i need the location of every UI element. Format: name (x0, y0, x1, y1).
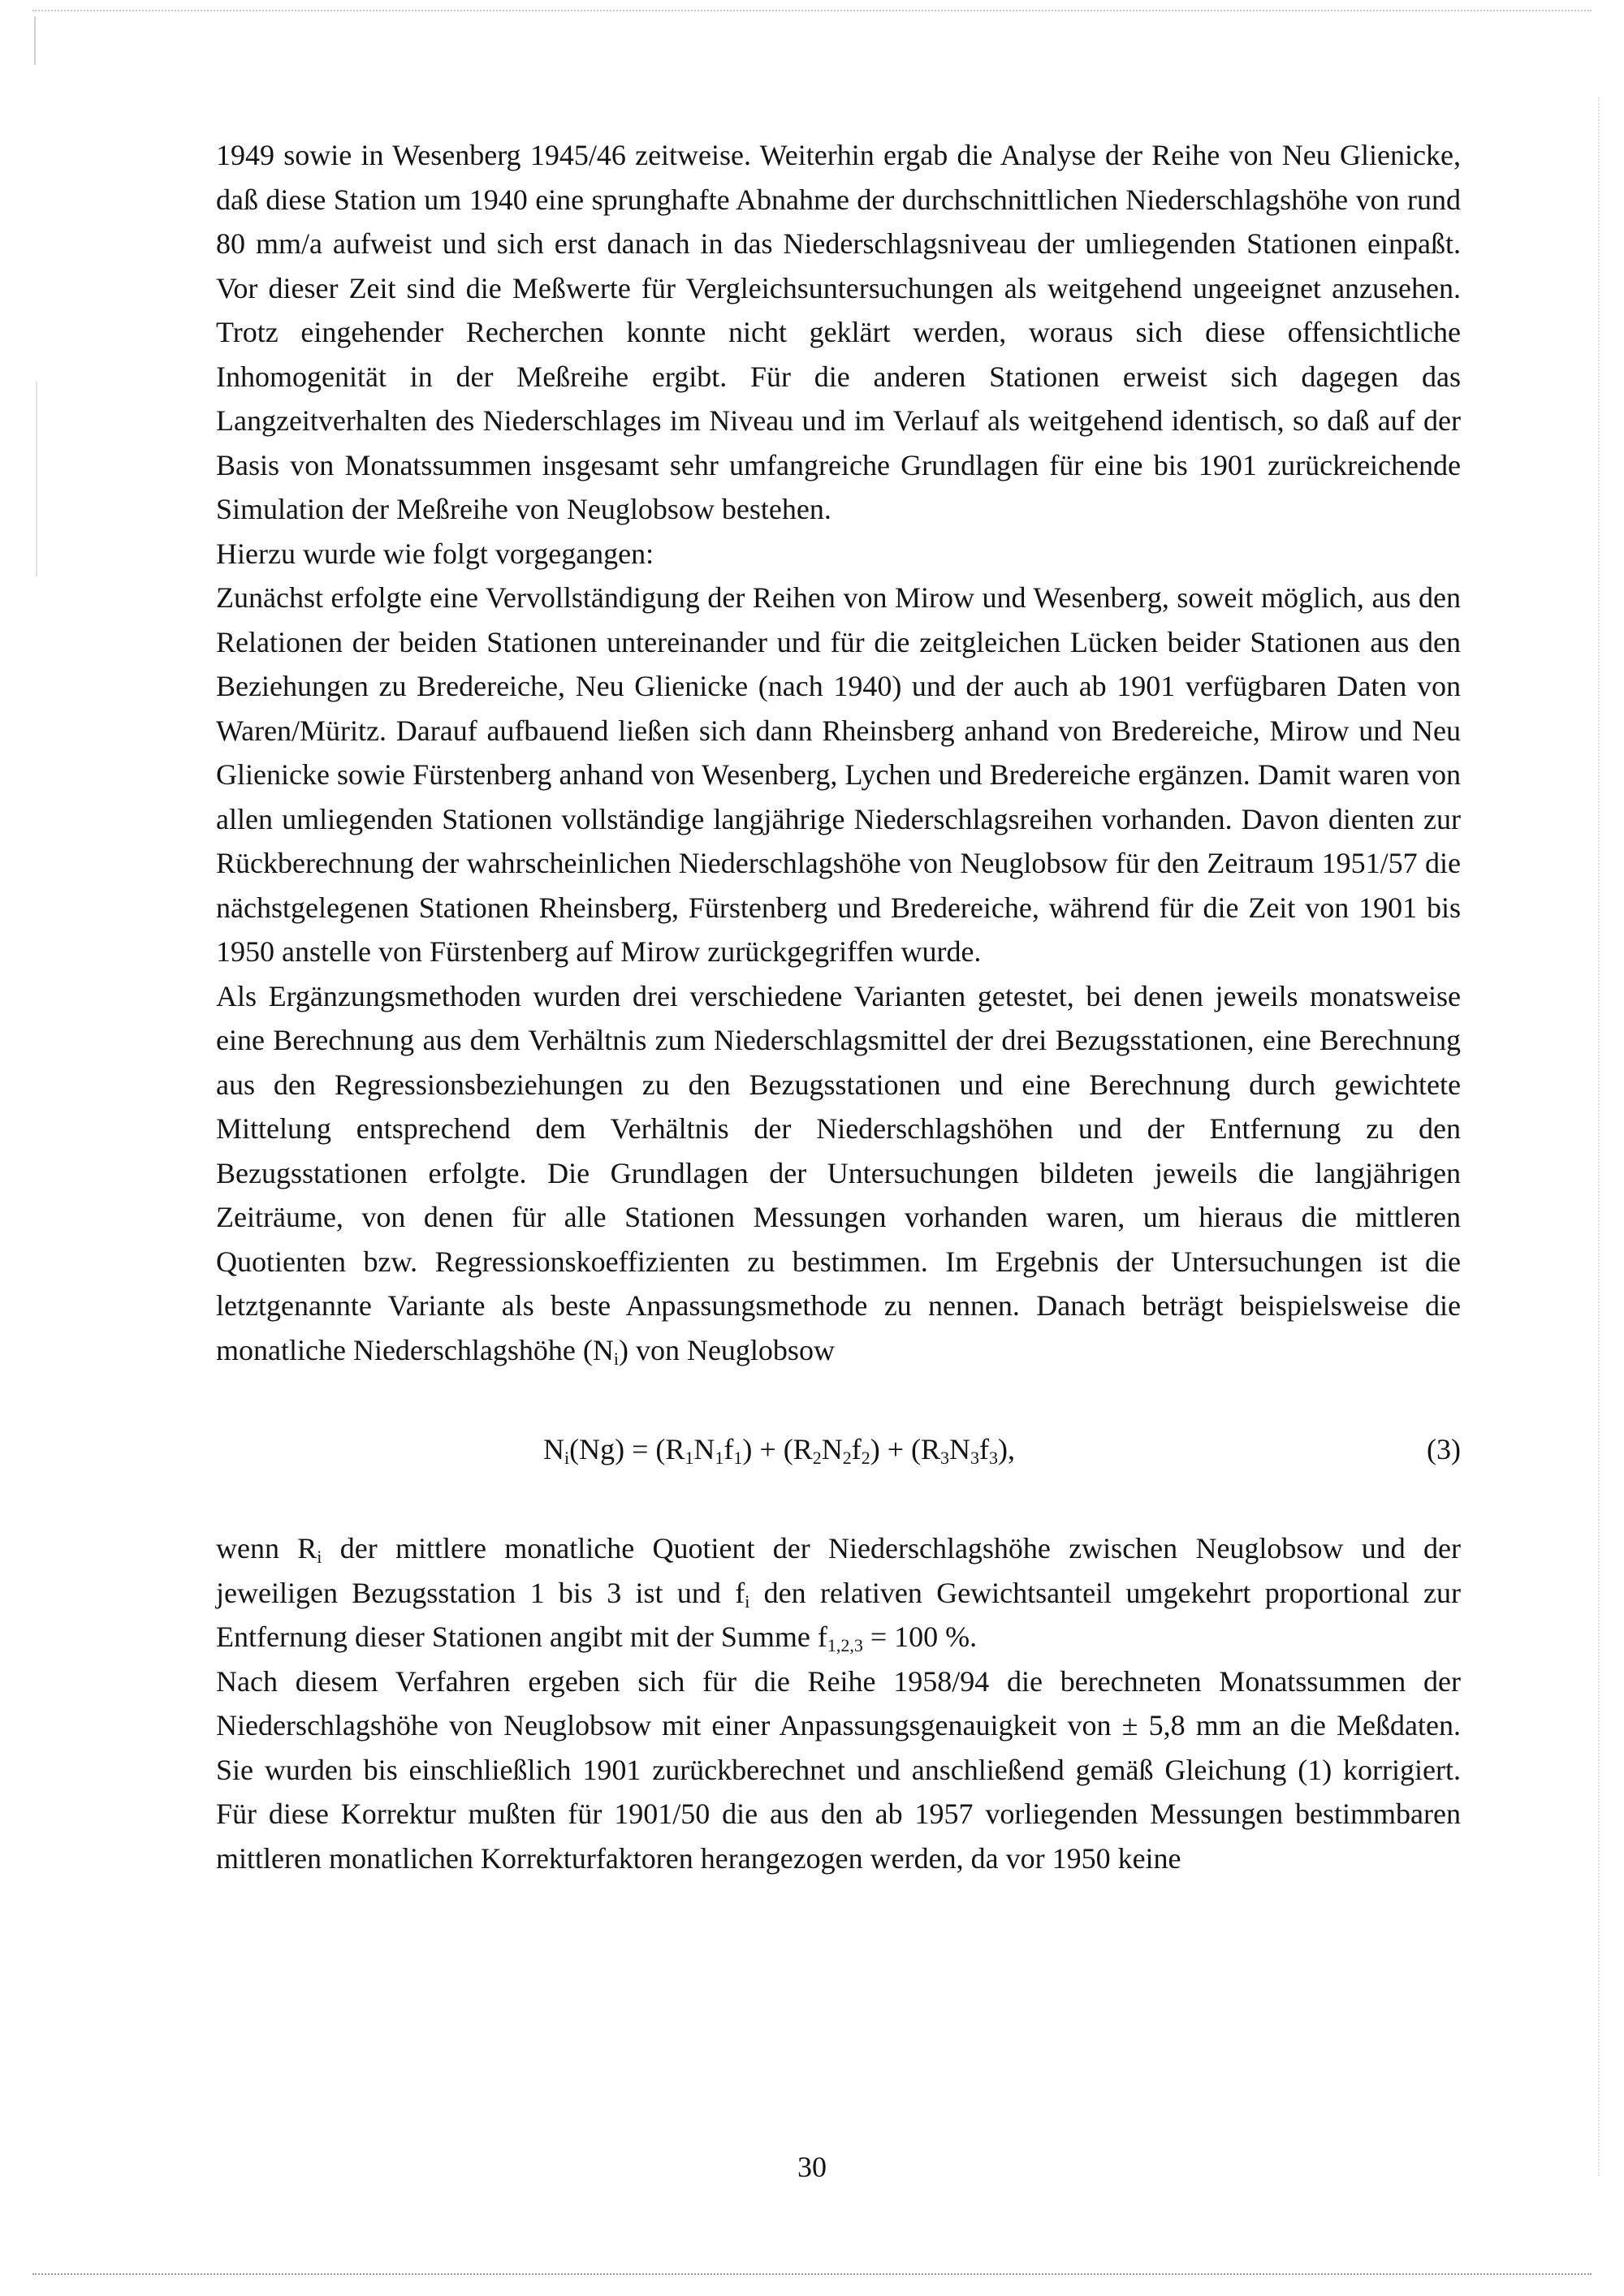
equation-row (216, 1427, 1461, 1471)
eq-r1: 1 (685, 1448, 694, 1468)
page-number: 30 (797, 2151, 827, 2183)
paragraph-2: Hierzu wurde wie folgt vorgegangen: (216, 537, 654, 570)
scan-edge-left-lower (36, 382, 37, 576)
paragraph-1: 1949 sowie in Wesenberg 1945/46 zeitweise. Weiterhin ergab die Analyse der Reihe von Neu Glienicke, daß diese Station um 1940 eine sprunghafte Abnahme der durchschnittlichen Niederschlagshöhe von rund 80 mm/a aufweist und sich erst danach in das Niederschlagsniveau der umliegenden Stationen einpaßt. Vor dieser Zeit sind die Meßwerte für Vergleichsuntersuchungen als weitgehend ungeeignet anzusehen. Trotz eingehender Recherchen konnte nicht geklärt werden, woraus sich diese offensichtliche Inhomogenität in der Meßreihe ergibt. Für die anderen Stationen erweist sich dagegen das Langzeitverhalten des Niederschlages im Niveau und im Verlauf als weitgehend identisch, so daß auf der Basis von Monatssummen insgesamt sehr umfangreiche Grundlagen für eine bis 1901 zurückreichende Simulation der Meßreihe von Neuglobsow bestehen. (216, 139, 1461, 525)
paragraph-4-subscript: i (613, 1348, 619, 1369)
scan-edge-bottom (32, 2273, 1592, 2275)
paragraph-5-a: wenn R (216, 1532, 317, 1564)
eq-f-b: f (851, 1433, 862, 1465)
eq-n-c: N (949, 1433, 970, 1465)
eq-n1: 1 (715, 1448, 724, 1468)
paragraph-5-sub-sum: 1,2,3 (827, 1635, 863, 1655)
paragraph-5-b: der mittlere monatliche Quotient der Niederschlagshöhe zwischen Neuglobsow und der jeweiligen Bezugsstation 1 bis 3 ist und f (216, 1532, 1461, 1609)
paragraph-5-c: den relativen Gewichtsanteil umgekehrt proportional zur Entfernung dieser Stationen angibt mit der Summe f (216, 1576, 1461, 1653)
paragraph-4-text: Als Ergänzungsmethoden wurden drei verschiedene Varianten getestet, bei denen jeweils monatsweise eine Berechnung aus dem Verhältnis zum Niederschlagsmittel der drei Bezugsstationen, eine Berechnung aus den Regressionsbeziehungen zu den Bezugsstationen und eine Berechnung durch gewichtete Mittelung entsprechend dem Verhältnis der Niederschlagshöhen und der Entfernung zu den Bezugsstationen erfolgte. Die Grundlagen der Untersuchungen bildeten jeweils die langjährigen Zeiträume, von denen für alle Stationen Messungen vorhanden waren, um hieraus die mittleren Quotienten bzw. Regressionskoeffizienten zu bestimmen. Im Ergebnis der Untersuchungen ist die letztgenannte Variante als beste Anpassungsmethode zu nennen. Danach beträgt beispielsweise die monatliche Niederschlagshöhe (N (216, 979, 1461, 1366)
scan-edge-top (32, 10, 1592, 11)
paragraph-5-sub-i2: i (745, 1590, 750, 1612)
scan-edge-right (1598, 97, 1600, 2176)
paragraph-5-sub-i: i (317, 1547, 322, 1567)
eq-n2: 2 (842, 1448, 852, 1468)
paragraph-4 (216, 974, 1461, 1373)
paragraph-6: Nach diesem Verfahren ergeben sich für die Reihe 1958/94 die berechneten Monatssummen der Niederschlagshöhe von Neuglobsow mit einer Anpassungsgenauigkeit von ± 5,8 mm an die Meßdaten. Sie wurden bis einschließlich 1901 zurückberechnet und anschließend gemäß Gleichung (1) korrigiert. Für diese Korrektur mußten für 1901/50 die aus den ab 1957 vorliegenden Messungen bestimmbaren mittleren monatlichen Korrekturfaktoren herangezogen werden, da vor 1950 keine (216, 1664, 1461, 1875)
body-text (216, 133, 1461, 1880)
paragraph-5-d: = 100 %. (862, 1621, 978, 1653)
eq-f1: 1 (733, 1448, 743, 1468)
equation-number: (3) (1427, 1433, 1461, 1465)
eq-n3: 3 (970, 1448, 979, 1468)
eq-end: ), (998, 1433, 1015, 1465)
eq-r2: 2 (812, 1448, 822, 1468)
eq-f3: 3 (989, 1448, 998, 1468)
eq-f2: 2 (861, 1448, 870, 1468)
eq-f-a: f (723, 1433, 734, 1465)
paragraph-4-end: ) von Neuglobsow (618, 1333, 835, 1366)
eq-f-c: f (979, 1433, 989, 1465)
eq-mid1: ) + (R (742, 1433, 813, 1465)
paragraph-3: Zunächst erfolgte eine Vervollständigung der Reihen von Mirow und Wesenberg, soweit möglich, aus den Relationen der beiden Stationen untereinander und für die zeitgleichen Lücken beider Stationen aus den Beziehungen zu Bredereiche, Neu Glienicke (nach 1940) und der auch ab 1901 verfügbaren Daten von Waren/Müritz. Darauf aufbauend ließen sich dann Rheinsberg anhand von Bredereiche, Mirow und Neu Glienicke sowie Fürstenberg anhand von Wesenberg, Lychen und Bredereiche ergänzen. Damit waren von allen umliegenden Stationen vollständige langjährige Niederschlagsreihen vorhanden. Davon dienten zur Rückberechnung der wahrscheinlichen Niederschlagshöhe von Neuglobsow für den Zeitraum 1951/57 die nächstgelegenen Stationen Rheinsberg, Fürstenberg und Bredereiche, während für die Zeit von 1901 bis 1950 anstelle von Fürstenberg auf Mirow zurückgegriffen wurde. (216, 581, 1461, 968)
eq-lhs-sub: i (564, 1448, 570, 1468)
equation (543, 1427, 1015, 1472)
scan-edge-left (34, 16, 36, 65)
eq-r3: 3 (940, 1448, 949, 1468)
eq-lhs-arg: (Ng) = (R (569, 1433, 685, 1465)
eq-n-a: N (693, 1433, 715, 1465)
eq-n-b: N (821, 1433, 843, 1465)
eq-lhs: N (543, 1433, 564, 1465)
eq-mid2: ) + (R (870, 1433, 940, 1465)
paragraph-5 (216, 1526, 1461, 1659)
